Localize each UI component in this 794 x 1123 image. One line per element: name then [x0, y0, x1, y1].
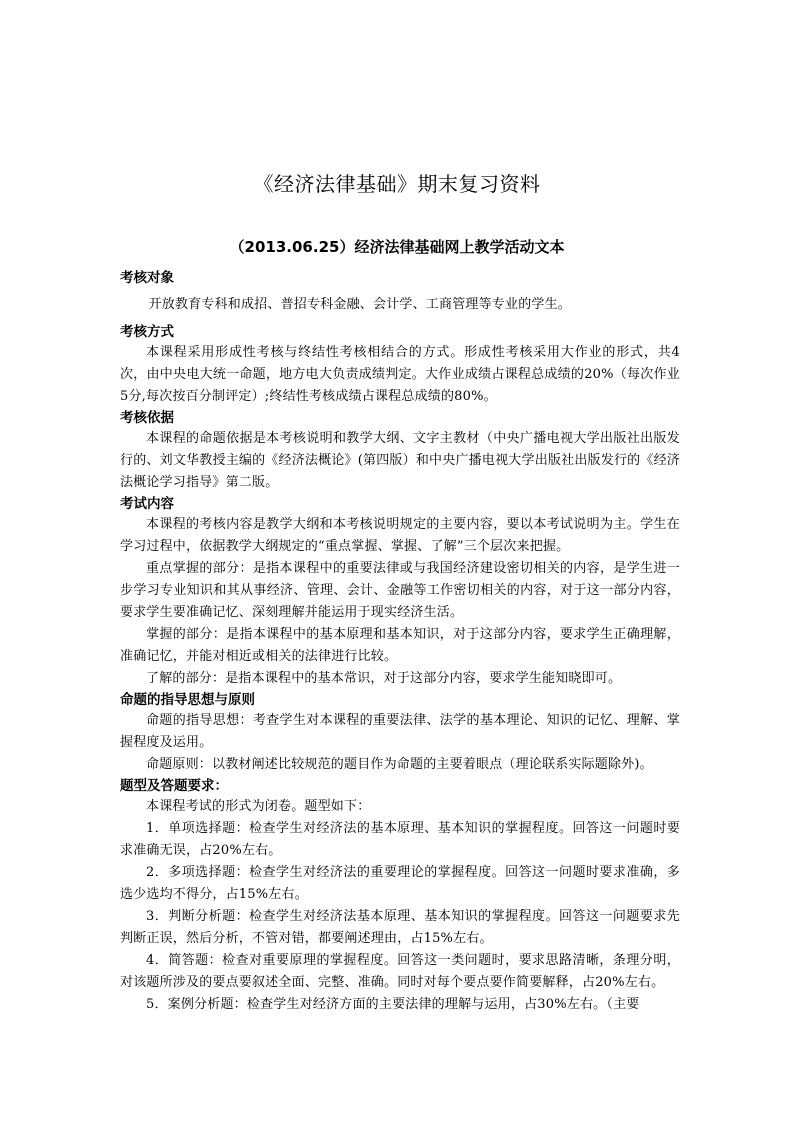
- paragraph: 命题的指导思想：考查学生对本课程的重要法律、法学的基本理论、知识的记忆、理解、掌握程度及运用。: [120, 713, 680, 750]
- document-subtitle: （2013.06.25）经济法律基础网上教学活动文本: [229, 238, 565, 256]
- paragraph: 掌握的部分：是指本课程中的基本原理和基本知识，对于这部分内容，要求学生正确理解，准确记忆，并能对相近或相关的法律进行比较。: [120, 627, 680, 664]
- paragraph: 5．案例分析题：检查学生对经济方面的主要法律的理解与运用，占30%左右。（主要: [146, 997, 640, 1012]
- paragraph: 本课程考试的形式为闭卷。题型如下：: [146, 799, 371, 814]
- document-title: 《经济法律基础》期末复习资料: [253, 172, 541, 196]
- paragraph: 4．简答题：检查对重要原理的掌握程度。回答这一类问题时，要求思路清晰，条理分明，对该题所涉及的要点要叙述全面、完整、准确。同时对每个要点要作简要解释，占20%左右。: [120, 953, 680, 990]
- section-heading-assessment-basis: 考核依据: [120, 410, 174, 426]
- paragraph: 本课程采用形成性考核与终结性考核相结合的方式。形成性考核采用大作业的形式，共4次，由中央电大统一命题，地方电大负责成绩判定。大作业成绩占课程总成绩的20%（每次作业5分,每次按百分制评定）;终结性考核成绩占课程总成绩的80%。: [120, 345, 680, 404]
- paragraph: 3．判断分析题：检查学生对经济法基本原理、基本知识的掌握程度。回答这一问题要求先判断正误，然后分析，不管对错，都要阐述理由，占15%左右。: [120, 909, 680, 946]
- section-heading-assessment-target: 考核对象: [120, 270, 174, 286]
- paragraph: 开放教育专科和成招、普招专科金融、会计学、工商管理等专业的学生。: [148, 297, 571, 312]
- section-heading-assessment-method: 考核方式: [120, 324, 174, 340]
- section-heading-exam-content: 考试内容: [120, 496, 174, 512]
- paragraph: 1．单项选择题：检查学生对经济法的基本原理、基本知识的掌握程度。回答这一问题时要求准确无误，占20%左右。: [120, 821, 680, 858]
- section-heading-guiding-principles: 命题的指导思想与原则: [120, 692, 255, 708]
- paragraph: 了解的部分：是指本课程中的基本常识，对于这部分内容，要求学生能知晓即可。: [146, 671, 622, 686]
- document-body: [120, 268, 680, 1016]
- paragraph: 命题原则：以教材阐述比较规范的题目作为命题的主要着眼点（理论联系实际题除外)。: [146, 757, 653, 772]
- paragraph: 本课程的命题依据是本考核说明和教学大纲、文字主教材（中央广播电视大学出版社出版发行的、刘文华教授主编的《经济法概论》(第四版）和中央广播电视大学出版社出版发行的《经济法概论学习指导》第二版。: [120, 431, 680, 490]
- section-heading-question-types: 题型及答题要求：: [120, 778, 228, 794]
- paragraph: 重点掌握的部分：是指本课程中的重要法律或与我国经济建设密切相关的内容，是学生进一步学习专业知识和其从事经济、管理、会计、金融等工作密切相关的内容，对于这一部分内容，要求学生要准确记忆、深刻理解并能运用于现实经济生活。: [120, 561, 680, 620]
- paragraph: 2．多项选择题：检查学生对经济法的重要理论的掌握程度。回答这一问题时要求准确，多选少选均不得分，占15%左右。: [120, 865, 680, 902]
- paragraph: 本课程的考核内容是教学大纲和本考核说明规定的主要内容，要以本考试说明为主。学生在学习过程中，依据教学大纲规定的“重点掌握、掌握、了解”三个层次来把握。: [120, 517, 680, 554]
